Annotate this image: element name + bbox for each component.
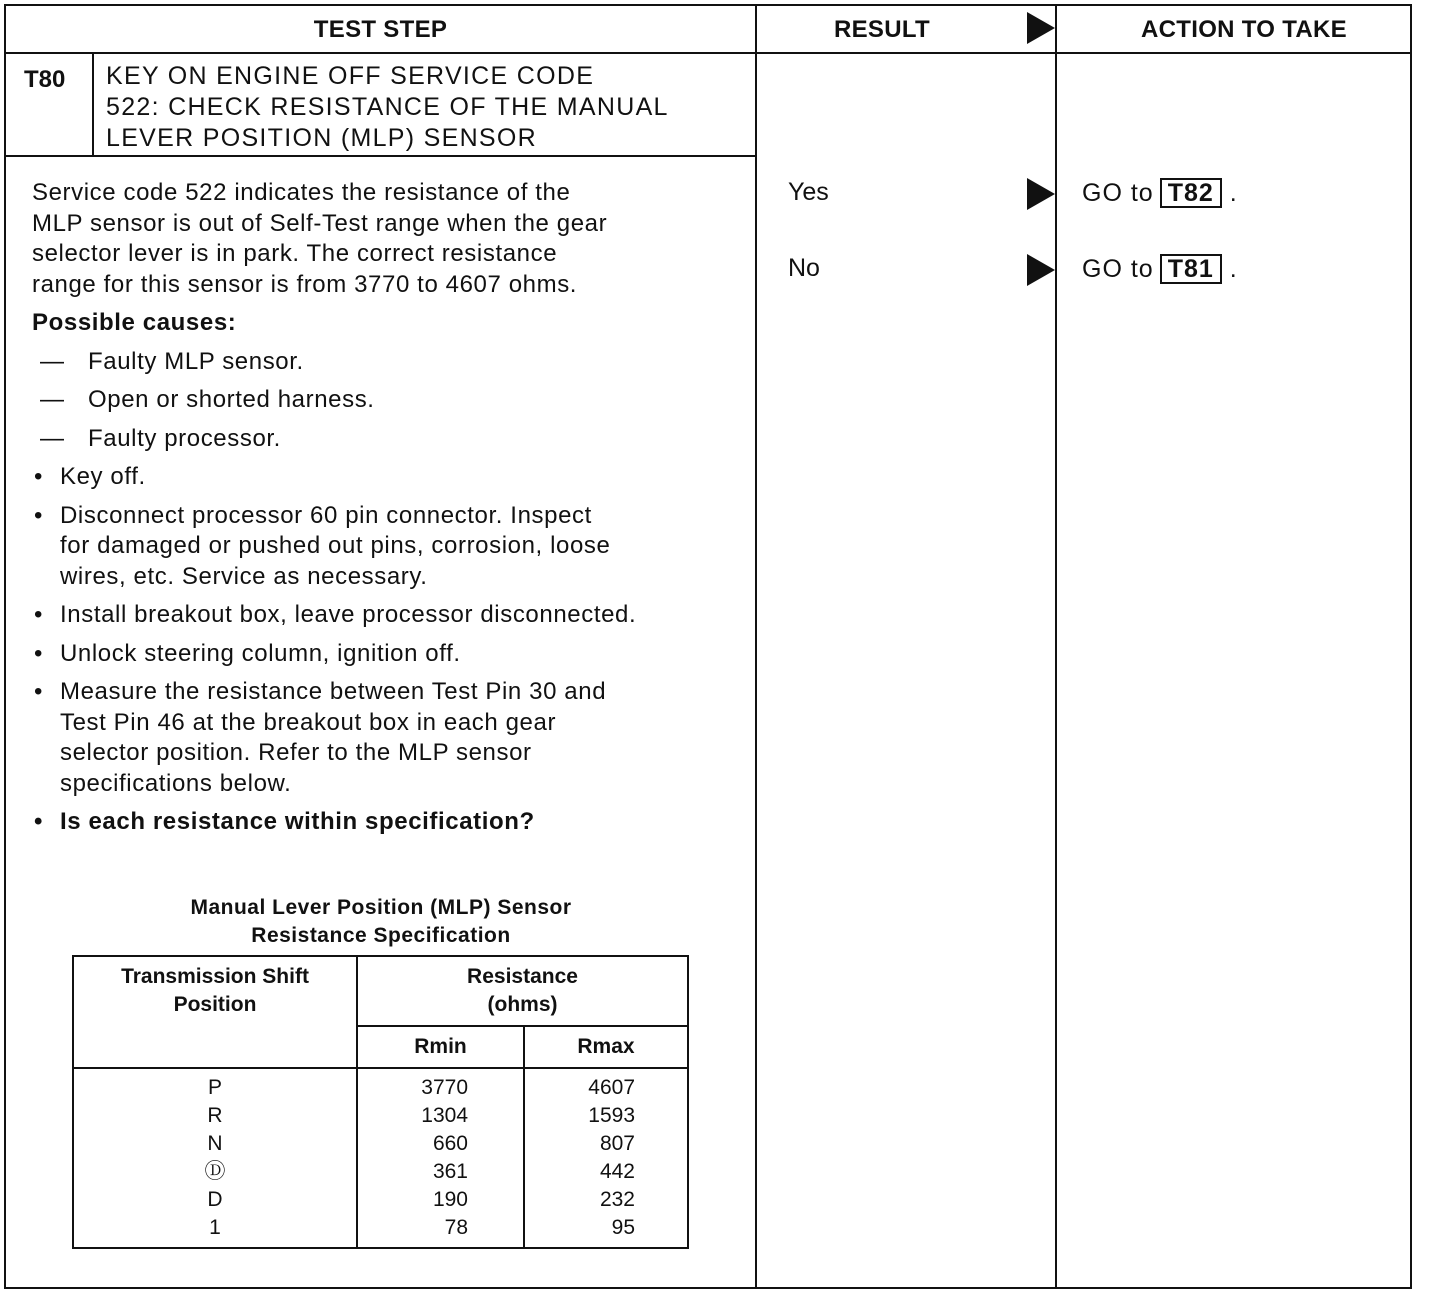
column-divider-result-action [1055, 6, 1057, 1287]
action-yes: GO to T82 . [1082, 179, 1238, 207]
step-body [32, 178, 752, 838]
spec-column-rmax [525, 1074, 635, 1242]
table-cell: R [207, 1104, 223, 1127]
spec-header-rule [74, 1067, 687, 1069]
table-cell: 95 [611, 1216, 635, 1239]
header-test-step: TEST STEP [313, 16, 448, 43]
step-bullet: • Install breakout box, leave processor disconnected. [34, 601, 637, 628]
question-bullet: • Is each resistance within specification? [34, 808, 535, 835]
action-no: GO to T81 . [1082, 255, 1238, 283]
intro-paragraph: Service code 522 indicates the resistance of the MLP sensor is out of Self-Test range when the gear selector lever is in park. The correct resistance range for this sensor is from 3770 to 4607 ohms. [32, 179, 608, 298]
step-bullet: • Key off. [34, 463, 146, 490]
header-result: RESULT [833, 16, 931, 43]
spec-header-resistance: Resistance (ohms) [467, 965, 578, 1016]
step-id-divider [92, 54, 94, 156]
table-cell: 4607 [588, 1076, 635, 1099]
step-bullet: • Unlock steering column, ignition off. [34, 639, 461, 667]
step-title-rule [6, 155, 757, 157]
table-cell: Ⓓ [204, 1160, 226, 1183]
spec-header-rmax: Rmax [577, 1035, 635, 1058]
spec-subheader-rule [358, 1025, 687, 1027]
spec-table-caption: Manual Lever Position (MLP) Sensor Resistance Specification [190, 896, 572, 947]
table-cell: 3770 [421, 1076, 468, 1099]
result-arrow-icon [1027, 12, 1055, 44]
table-cell: 660 [432, 1132, 468, 1155]
goto-link-t81[interactable]: T81 [1160, 254, 1222, 284]
column-divider-teststep-result [755, 6, 757, 1287]
spec-column-position [74, 1074, 356, 1242]
table-cell: 361 [432, 1160, 468, 1183]
cause-item: — Open or shorted harness. [40, 386, 375, 413]
table-cell: 807 [599, 1132, 635, 1155]
table-cell: N [207, 1132, 223, 1155]
spec-table [72, 955, 689, 1249]
cause-item: — Faulty processor. [40, 424, 281, 452]
table-cell: P [207, 1076, 222, 1099]
table-cell: 1593 [588, 1104, 635, 1127]
goto-link-t82[interactable]: T82 [1160, 178, 1222, 208]
table-cell: 232 [599, 1188, 635, 1211]
result-no: No [788, 254, 820, 282]
table-cell: D [207, 1188, 223, 1211]
header-action: ACTION TO TAKE [1141, 16, 1347, 43]
spec-column-rmin [358, 1074, 468, 1242]
step-title: KEY ON ENGINE OFF SERVICE CODE 522: CHECK RESISTANCE OF THE MANUAL LEVER POSITION (MLP) SENSOR [106, 62, 669, 152]
step-bullet: • Measure the resistance between Test Pin 30 and Test Pin 46 at the breakout box in each gear selector position. Refer to the MLP sensor specifications below. [34, 678, 607, 797]
step-id: T80 [24, 66, 66, 93]
result-yes: Yes [788, 178, 829, 206]
result-arrow-icon [1027, 254, 1055, 286]
table-cell: 1304 [421, 1104, 468, 1127]
table-cell: 442 [599, 1160, 635, 1183]
cause-item: — Faulty MLP sensor. [40, 347, 304, 375]
spec-header-position: Transmission Shift Position [121, 965, 309, 1016]
table-cell: 190 [432, 1188, 468, 1211]
result-arrow-icon [1027, 178, 1055, 210]
spec-header-rmin: Rmin [414, 1035, 467, 1058]
table-cell: 78 [444, 1216, 468, 1239]
table-cell: 1 [209, 1216, 221, 1239]
step-bullet: • Disconnect processor 60 pin connector. Inspect for damaged or pushed out pins, corrosion, loose wires, etc. Service as necessary. [34, 501, 611, 590]
causes-heading: Possible causes: [32, 309, 237, 336]
